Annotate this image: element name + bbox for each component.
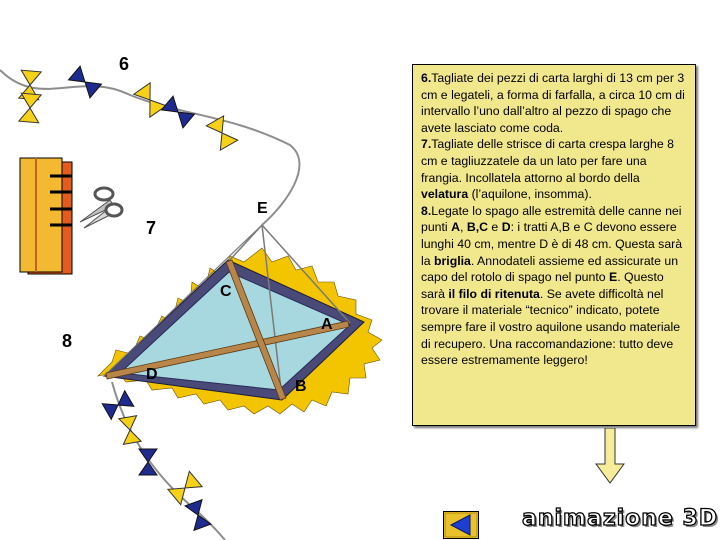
conjunction: e <box>488 220 502 235</box>
step-number-6: 6 <box>119 54 130 74</box>
separator: , <box>459 220 467 235</box>
ruler-icon <box>20 158 72 274</box>
bottom-bow-2 <box>119 416 141 445</box>
step-8-text: Legate lo spago alle estremità delle canne nei punti <box>421 203 682 235</box>
briglia-term: briglia <box>434 253 471 268</box>
kite <box>98 225 382 414</box>
filo-ritenuta-term: il filo di ritenuta <box>448 286 540 301</box>
back-button[interactable] <box>443 511 479 539</box>
bottom-bow-3 <box>139 449 157 475</box>
velatura-term: velatura <box>421 187 469 202</box>
step-8-text-3: . Annodateli assieme ed assicurate un capo del rotolo di spago nel punto <box>421 253 679 285</box>
step-number-7: 7 <box>146 218 157 238</box>
bottom-bow-5 <box>185 500 211 531</box>
step-8-text-2: : i tratti A,B e C devono essere lunghi 40 cm, mentre D è di 48 cm. Questa sarà la <box>421 220 683 268</box>
points-bc-ref: B,C <box>466 220 489 235</box>
step-8-number: 8. <box>421 203 432 218</box>
step-8-text-4: . Questo sarà <box>421 270 664 301</box>
step-7-number: 7. <box>421 137 432 152</box>
point-label-b: B <box>295 378 307 395</box>
point-label-a: A <box>321 316 333 333</box>
scissors-icon <box>80 188 122 228</box>
instructions-panel <box>412 64 696 426</box>
down-arrow-icon <box>595 428 625 484</box>
step-number-8: 8 <box>62 331 73 351</box>
bottom-bow-1 <box>102 391 134 420</box>
point-label-d: D <box>146 366 158 383</box>
point-label-e: E <box>257 200 268 217</box>
step-6-text: Tagliate dei pezzi di carta larghi di 13 cm per 3 cm e legateli, a forma di farfalla, a circa 10 cm di intervallo l’uno dall’altro al pezzo di spago che avete lasciato come coda. <box>421 71 685 135</box>
animation-3d-link[interactable]: animazione 3D <box>522 506 719 531</box>
point-e-ref: E <box>609 270 618 285</box>
top-bow-4 <box>134 83 166 117</box>
point-d-ref: D <box>501 220 511 235</box>
top-bow-6 <box>206 116 237 150</box>
step-8-text-5: . Se avete difficoltà nel trovare il materiale “tecnico” indicato, potete sempre fare il vostro aquilone usando materiale di recupero. Una raccomandazione: tutto deve essere estremamente leggero! <box>421 286 681 368</box>
step-6-number: 6. <box>421 71 432 85</box>
top-bow-3 <box>68 66 101 98</box>
point-label-c: C <box>220 283 232 300</box>
point-a-ref: A <box>451 220 460 235</box>
step-7-text-end: (l’aquilone, insomma). <box>468 187 592 202</box>
step-7-text: Tagliate delle strisce di carta crespa larghe 8 cm e tagliuzzatele da un lato per fare una frangia. Incollatela attorno al bordo della <box>421 137 674 185</box>
